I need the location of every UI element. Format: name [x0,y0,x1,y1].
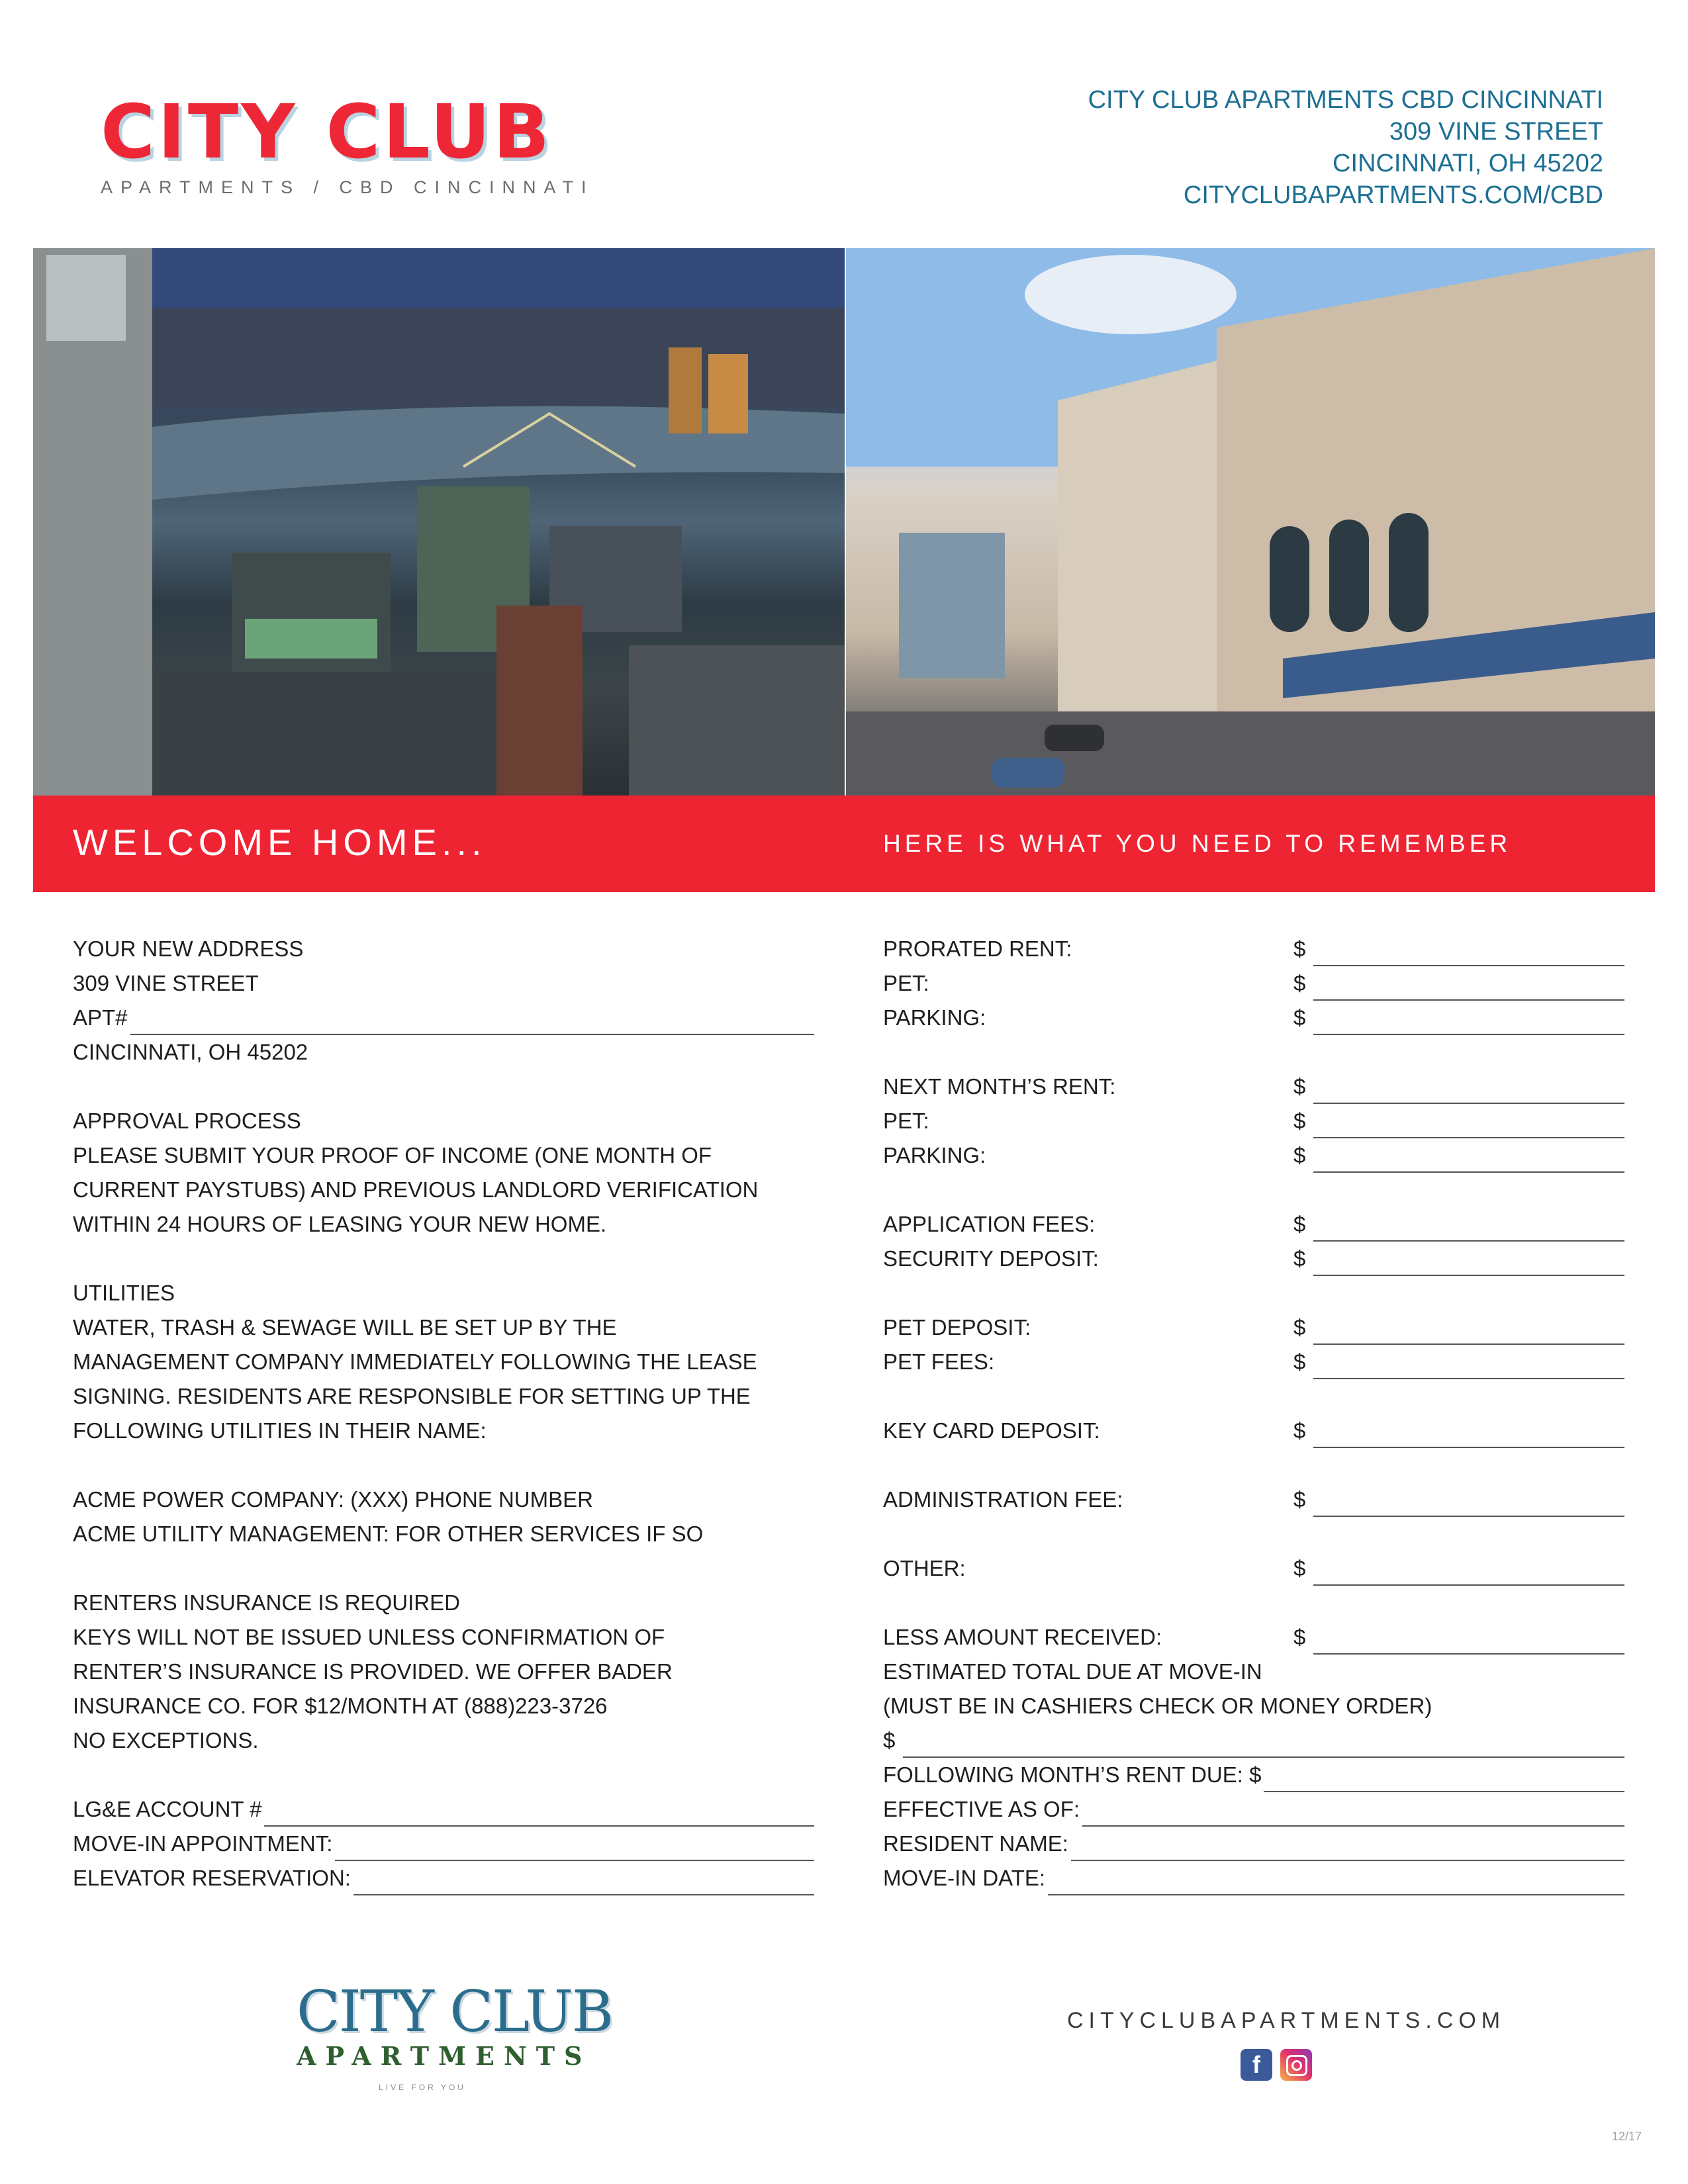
other-fee-field[interactable] [883,1551,1624,1586]
payment-method-note: (MUST BE IN CASHIERS CHECK OR MONEY ORDER) [883,1694,1432,1718]
footer-logo-mid: APARTMENTS [297,2041,592,2071]
resident-name-blank-line[interactable] [1071,1836,1624,1861]
welcome-banner [33,796,1655,892]
prorated-rent-field[interactable] [883,932,1624,966]
next-month-rent-blank-line[interactable] [1313,1081,1624,1104]
currency-symbol: $ [1293,1349,1306,1374]
resident-name-field[interactable] [883,1827,1624,1861]
right-fees-column [883,932,1624,1895]
instagram-lens [1291,2060,1302,2071]
elevator-reservation-label: ELEVATOR RESERVATION: [73,1866,351,1890]
currency-symbol: $ [1293,1418,1306,1443]
currency-symbol: $ [1293,1143,1306,1167]
next-parking-field[interactable] [883,1138,1624,1173]
movein-appointment-field[interactable] [73,1827,814,1861]
following-rent-label: FOLLOWING MONTH’S RENT DUE: $ [883,1762,1262,1787]
utilities-text-line: WATER, TRASH & SEWAGE WILL BE SET UP BY THE [73,1315,617,1340]
utility-provider: ACME UTILITY MANAGEMENT: FOR OTHER SERVICES IF SO [73,1522,704,1546]
parking-label: PARKING: [883,1143,986,1167]
application-fees-field[interactable] [883,1207,1624,1242]
print-date-code: 12/17 [1611,2130,1642,2143]
currency-symbol: $ [1293,1212,1306,1236]
approval-text-line: PLEASE SUBMIT YOUR PROOF OF INCOME (ONE MONTH OF [73,1143,712,1167]
pet-fees-label: PET FEES: [883,1349,995,1374]
pet-fees-blank-line[interactable] [1313,1357,1624,1379]
pet-deposit-field[interactable] [883,1310,1624,1345]
insurance-text-line: RENTER’S INSURANCE IS PROVIDED. WE OFFER BADER [73,1659,673,1684]
next-month-rent-field[interactable] [883,1069,1624,1104]
administration-fee-field[interactable] [883,1482,1624,1517]
currency-symbol: $ [1293,1556,1306,1580]
estimated-total-label: ESTIMATED TOTAL DUE AT MOVE-IN [883,1659,1262,1684]
currency-symbol: $ [1293,936,1306,961]
elevator-reservation-field[interactable] [73,1861,814,1895]
security-deposit-blank-line[interactable] [1313,1253,1624,1276]
lge-account-blank-line[interactable] [264,1801,814,1827]
property-address-block [1088,84,1603,211]
pet-fees-field[interactable] [883,1345,1624,1379]
currency-symbol: $ [1293,1005,1306,1030]
less-amount-received-label: LESS AMOUNT RECEIVED: [883,1625,1162,1649]
currency-symbol: $ [1293,971,1306,995]
parking-rent-field[interactable] [883,1001,1624,1035]
city-night-photo [33,248,845,796]
footer-logo [297,1979,613,2092]
currency-symbol: $ [1293,1246,1306,1271]
movein-date-label: MOVE-IN DATE: [883,1866,1046,1890]
approval-text-line: CURRENT PAYSTUBS) AND PREVIOUS LANDLORD VERIFICATION [73,1177,759,1202]
left-info-column [73,932,814,1895]
key-card-deposit-label: KEY CARD DEPOSIT: [883,1418,1100,1443]
utilities-text-line: MANAGEMENT COMPANY IMMEDIATELY FOLLOWING THE LEASE [73,1349,757,1374]
less-amount-received-field[interactable] [883,1620,1624,1655]
approval-heading: APPROVAL PROCESS [73,1109,301,1133]
other-blank-line[interactable] [1313,1563,1624,1586]
elevator-reservation-blank-line[interactable] [353,1870,814,1895]
less-amount-received-blank-line[interactable] [1313,1632,1624,1655]
currency-symbol: $ [1293,1315,1306,1340]
security-deposit-field[interactable] [883,1242,1624,1276]
prorated-rent-label: PRORATED RENT: [883,936,1072,961]
pet-deposit-blank-line[interactable] [1313,1322,1624,1345]
other-label: OTHER: [883,1556,966,1580]
facebook-icon[interactable] [1241,2049,1272,2081]
pet-label: PET: [883,971,929,995]
address-street: 309 VINE STREET [73,971,259,995]
key-card-deposit-field[interactable] [883,1414,1624,1448]
insurance-heading: RENTERS INSURANCE IS REQUIRED [73,1590,460,1615]
movein-appointment-blank-line[interactable] [335,1836,814,1861]
effective-as-of-label: EFFECTIVE AS OF: [883,1797,1080,1821]
application-fees-label: APPLICATION FEES: [883,1212,1096,1236]
utilities-heading: UTILITIES [73,1281,175,1305]
pet-rent-field[interactable] [883,966,1624,1001]
insurance-text-line: INSURANCE CO. FOR $12/MONTH AT (888)223-3726 [73,1694,608,1718]
pet-deposit-label: PET DEPOSIT: [883,1315,1031,1340]
insurance-text-line: KEYS WILL NOT BE ISSUED UNLESS CONFIRMATION OF [73,1625,665,1649]
city-club-logo: CITY CLUB [101,89,553,175]
currency-symbol: $ [1293,1625,1306,1649]
parking-blank-line[interactable] [1313,1013,1624,1035]
movein-date-blank-line[interactable] [1048,1870,1624,1895]
footer-website-link[interactable]: CITYCLUBAPARTMENTS.COM [1067,2008,1506,2033]
facebook-glyph: f [1252,2051,1260,2078]
effective-date-field[interactable] [883,1792,1624,1827]
insurance-text-line: NO EXCEPTIONS. [73,1728,259,1752]
reminder-heading: HERE IS WHAT YOU NEED TO REMEMBER [883,830,1512,857]
resident-name-label: RESIDENT NAME: [883,1831,1068,1856]
estimated-total-blank-line[interactable] [903,1733,1624,1758]
parking-blank-line[interactable] [1313,1150,1624,1173]
currency-symbol: $ [883,1728,896,1752]
property-street: 309 VINE STREET [1389,118,1603,146]
pet-blank-line[interactable] [1313,978,1624,1001]
administration-fee-blank-line[interactable] [1313,1494,1624,1517]
address-heading: YOUR NEW ADDRESS [73,936,304,961]
building-street-photo [846,248,1655,796]
utilities-text-line: SIGNING. RESIDENTS ARE RESPONSIBLE FOR SETTING UP THE [73,1384,751,1408]
lge-account-label: LG&E ACCOUNT # [73,1797,262,1821]
following-rent-blank-line[interactable] [1264,1767,1624,1792]
property-city: CINCINNATI, OH 45202 [1333,150,1603,177]
pet-label: PET: [883,1109,929,1133]
currency-symbol: $ [1293,1487,1306,1512]
next-pet-field[interactable] [883,1104,1624,1138]
following-rent-field[interactable] [883,1758,1624,1792]
footer-logo-top: CITY CLUB [297,1979,613,2045]
instagram-icon[interactable] [1280,2049,1312,2081]
next-month-rent-label: NEXT MONTH’S RENT: [883,1074,1116,1099]
pet-blank-line[interactable] [1313,1116,1624,1138]
welcome-heading: WELCOME HOME... [73,821,487,863]
administration-fee-label: ADMINISTRATION FEE: [883,1487,1123,1512]
address-city: CINCINNATI, OH 45202 [73,1040,308,1064]
currency-symbol: $ [1293,1074,1306,1099]
apt-blank-line[interactable] [130,1010,814,1035]
key-card-deposit-blank-line[interactable] [1313,1426,1624,1448]
effective-as-of-blank-line[interactable] [1082,1801,1624,1827]
movein-appointment-label: MOVE-IN APPOINTMENT: [73,1831,333,1856]
apt-label: APT# [73,1005,128,1030]
parking-label: PARKING: [883,1005,986,1030]
security-deposit-label: SECURITY DEPOSIT: [883,1246,1099,1271]
application-fees-blank-line[interactable] [1313,1219,1624,1242]
property-website[interactable]: CITYCLUBAPARTMENTS.COM/CBD [1183,181,1603,209]
prorated-rent-blank-line[interactable] [1313,944,1624,966]
property-name: CITY CLUB APARTMENTS CBD CINCINNATI [1088,86,1603,114]
logo-subtitle: APARTMENTS / CBD CINCINNATI [101,177,594,197]
movein-date-field[interactable] [883,1861,1624,1895]
utilities-text-line: FOLLOWING UTILITIES IN THEIR NAME: [73,1418,487,1443]
footer-logo-tagline: LIVE FOR YOU [379,2083,466,2092]
approval-text-line: WITHIN 24 HOURS OF LEASING YOUR NEW HOME. [73,1212,607,1236]
currency-symbol: $ [1293,1109,1306,1133]
utility-provider: ACME POWER COMPANY: (XXX) PHONE NUMBER [73,1487,593,1512]
lge-account-field[interactable] [73,1792,814,1827]
estimated-total-field[interactable] [883,1723,1624,1758]
apt-field[interactable] [73,1001,814,1035]
